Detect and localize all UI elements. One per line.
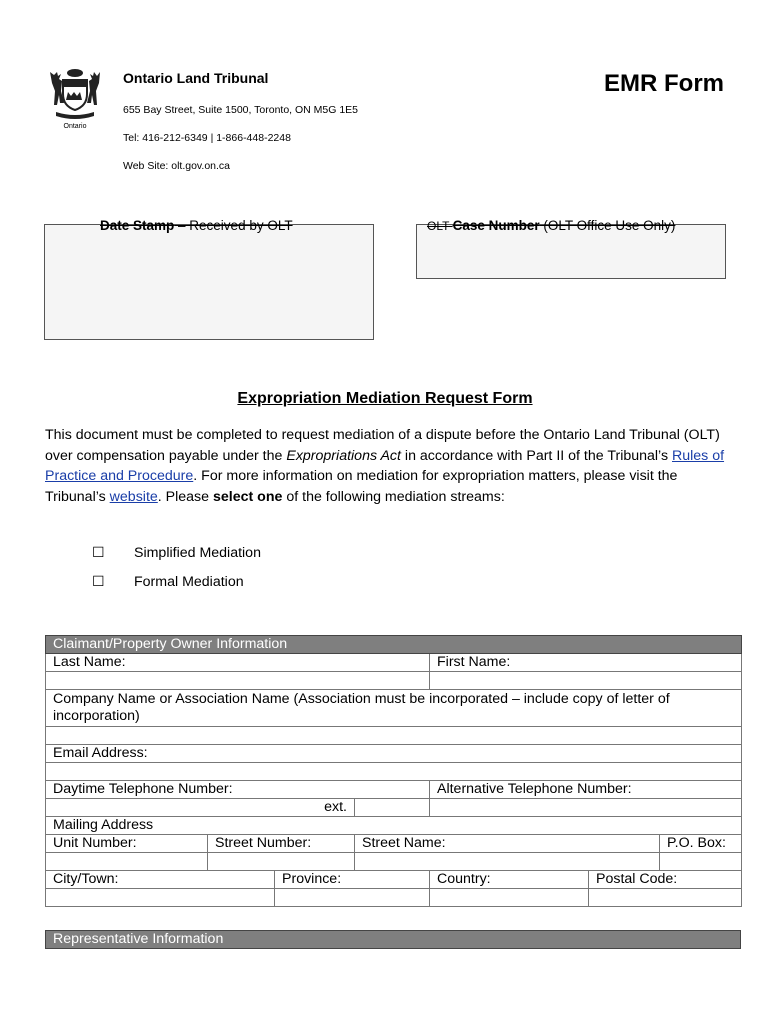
intro-text-3: . For more information on mediation for expropriation matters, please visit the Tribunal’s (45, 468, 678, 505)
representative-header: Representative Information (46, 931, 741, 949)
company-field[interactable] (46, 727, 742, 745)
case-bold: Case Number (452, 218, 540, 233)
unit-number-label: Unit Number: (46, 835, 208, 853)
ext-field[interactable] (355, 799, 430, 817)
date-stamp-rest: – Received by OLT (174, 218, 293, 233)
representative-table (45, 930, 741, 949)
last-name-field[interactable] (46, 672, 430, 690)
case-number-label (427, 218, 675, 234)
country-field[interactable] (430, 889, 589, 907)
checkbox-icon[interactable]: ☐ (92, 574, 105, 590)
case-prefix: OLT (427, 219, 453, 233)
street-number-label: Street Number: (208, 835, 355, 853)
intro-text-1: This document must be completed to request mediation of a dispute before the Ontario Land Tribunal (OLT) over compensation payable under the (45, 427, 720, 464)
org-website: Web Site: olt.gov.on.ca (123, 160, 231, 172)
intro-text-4: . Please (157, 488, 213, 505)
email-field[interactable] (46, 763, 742, 781)
first-name-field[interactable] (430, 672, 742, 690)
alt-phone-label: Alternative Telephone Number: (430, 781, 742, 799)
logo-caption: Ontario (63, 123, 87, 130)
checkbox-icon[interactable]: ☐ (92, 545, 105, 561)
org-name: Ontario Land Tribunal (123, 70, 269, 86)
daytime-phone-label: Daytime Telephone Number: (46, 781, 430, 799)
website-link[interactable]: website (109, 488, 158, 505)
date-stamp-box (44, 224, 374, 340)
intro-text-5: of the following mediation streams: (282, 488, 505, 505)
case-rest: (OLT Office Use Only) (539, 218, 676, 233)
mailing-address-label: Mailing Address (46, 817, 742, 835)
intro-select-one: select one (213, 488, 283, 505)
option-simplified[interactable] (92, 545, 261, 561)
page-title: Expropriation Mediation Request Form (237, 390, 533, 407)
org-phone: Tel: 416-212-6349 | 1-866-448-2248 (123, 132, 291, 144)
first-name-label: First Name: (430, 654, 742, 672)
street-name-field[interactable] (355, 853, 660, 871)
province-field[interactable] (275, 889, 430, 907)
unit-number-field[interactable] (46, 853, 208, 871)
po-box-field[interactable] (660, 853, 742, 871)
alt-phone-field[interactable] (430, 799, 742, 817)
date-stamp-bold: Date Stamp (100, 218, 175, 233)
intro-text-2: in accordance with Part II of the Tribunal’s (400, 447, 672, 464)
postal-code-label: Postal Code: (589, 871, 742, 889)
email-label: Email Address: (46, 745, 742, 763)
city-field[interactable] (46, 889, 275, 907)
claimant-header: Claimant/Property Owner Information (46, 636, 742, 654)
city-label: City/Town: (46, 871, 275, 889)
street-name-label: Street Name: (355, 835, 660, 853)
option-label: Formal Mediation (134, 574, 244, 590)
street-number-field[interactable] (208, 853, 355, 871)
date-stamp-label (100, 218, 293, 234)
province-label: Province: (275, 871, 430, 889)
org-address: 655 Bay Street, Suite 1500, Toronto, ON M5G 1E5 (123, 104, 359, 116)
claimant-table (45, 635, 742, 907)
company-label: Company Name or Association Name (Association must be incorporated – include copy of letter of incorporation) (46, 690, 742, 727)
ontario-crest-logo (44, 66, 106, 130)
intro-paragraph (45, 425, 735, 507)
rules-link[interactable]: Rules of Practice and Procedure (45, 447, 725, 484)
intro-act: Expropriations Act (286, 447, 401, 464)
daytime-phone-field[interactable] (46, 799, 355, 817)
postal-code-field[interactable] (589, 889, 742, 907)
option-formal[interactable] (92, 574, 244, 590)
country-label: Country: (430, 871, 589, 889)
form-title: EMR Form (604, 70, 724, 97)
option-label: Simplified Mediation (134, 545, 261, 561)
last-name-label: Last Name: (46, 654, 430, 672)
po-box-label: P.O. Box: (660, 835, 742, 853)
ext-label: ext. (324, 799, 347, 815)
